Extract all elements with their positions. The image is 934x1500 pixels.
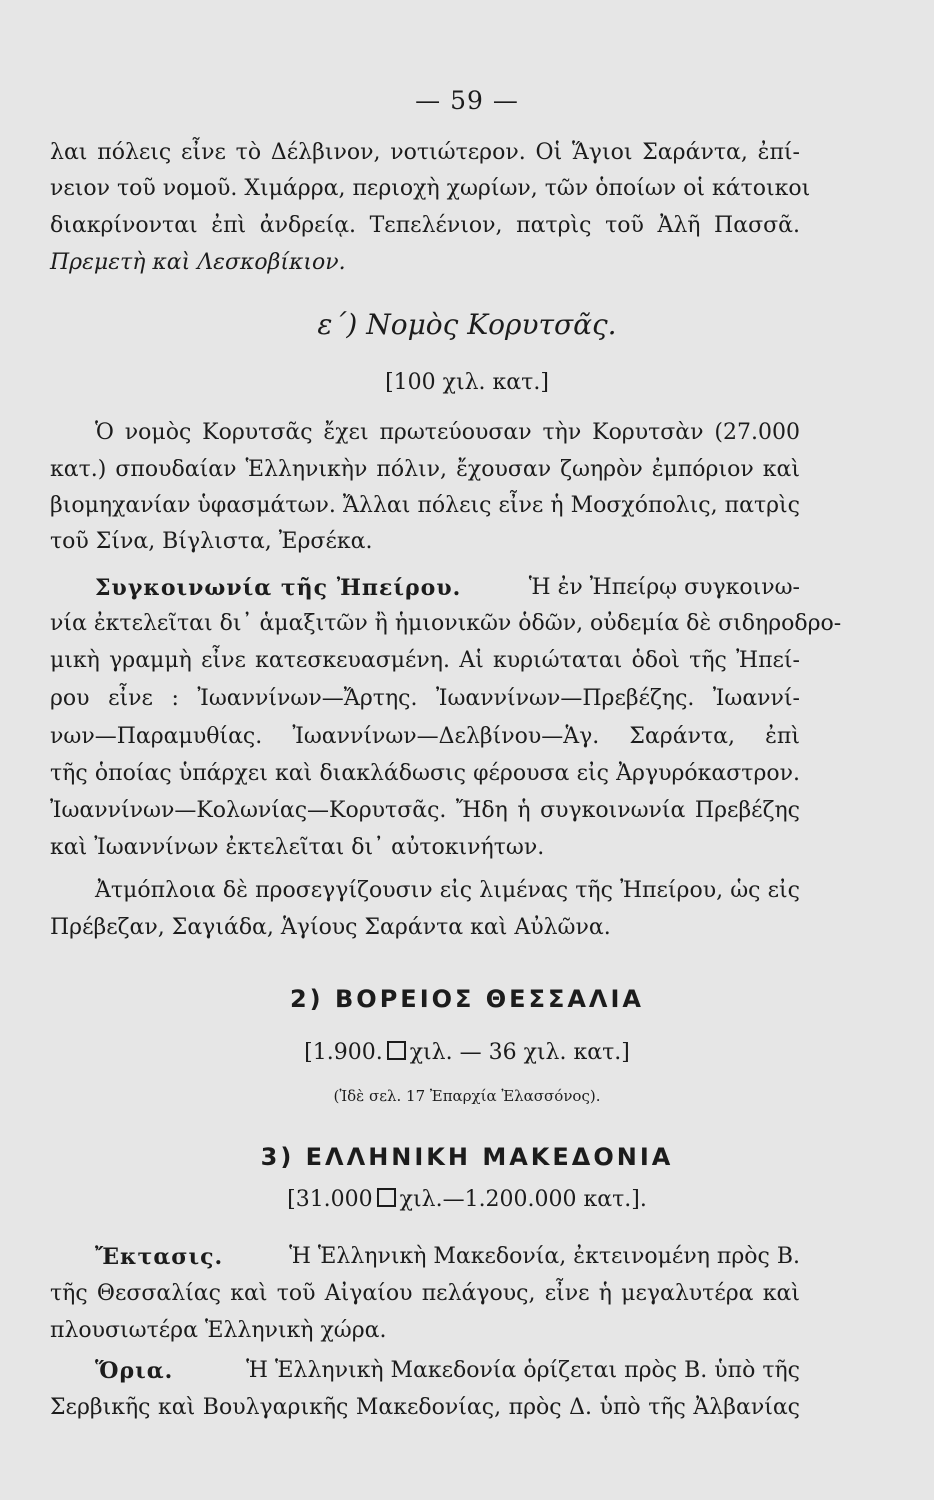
section-area-macedonia — [0, 1187, 934, 1212]
text-line: τῆς Θεσσαλίας καὶ τοῦ Αἰγαίου πελάγους, εἶνε ἡ μεγαλυτέρα καὶ — [50, 1281, 800, 1306]
text-line: Ὁ νομὸς Κορυτσᾶς ἔχει πρωτεύουσαν τὴν Κορυτσὰν (27.000 — [95, 420, 800, 445]
text-line: διακρίνονται ἐπὶ ἀνδρείᾳ. Τεπελένιον, πατρὶς τοῦ Ἀλῆ Πασσᾶ. — [50, 213, 800, 238]
text-line: κατ.) σπουδαίαν Ἑλληνικὴν πόλιν, ἔχουσαν ζωηρὸν ἐμπόριον καὶ — [50, 457, 800, 482]
text-line: Ἀτμόπλοια δὲ προσεγγίζουσιν εἰς λιμένας τῆς Ἠπείρου, ὡς εἰς — [95, 878, 800, 903]
section-area-korytsa: [100 χιλ. κατ.] — [385, 370, 549, 395]
text-line: λαι πόλεις εἶνε τὸ Δέλβινον, νοτιώτερον. Οἱ Ἅγιοι Σαράντα, ἐπί- — [50, 140, 800, 165]
text-line: Σερβικῆς καὶ Βουλγαρικῆς Μακεδονίας, πρὸς Δ. ὑπὸ τῆς Ἀλβανίας — [50, 1395, 800, 1420]
text-line: τῆς ὁποίας ὑπάρχει καὶ διακλάδωσις φέρουσα εἰς Ἀργυρόκαστρον. — [50, 761, 800, 786]
text-line: ρου εἶνε : Ἰωαννίνων—Ἄρτης. Ἰωαννίνων—Πρεβέζης. Ἰωαννί- — [50, 686, 800, 711]
text-line: Πρεμετὴ καὶ Λεσκοβίκιον. — [50, 250, 346, 275]
text-fragment: Ἡ ἐν Ἠπείρῳ συγκοινω- — [528, 575, 800, 600]
communication-title: Συγκοινωνία τῆς Ἠπείρου. — [95, 575, 462, 601]
area-part: χιλ.—1.200.000 κατ.]. — [399, 1187, 647, 1212]
paragraph-start — [95, 577, 800, 599]
text-line: Πρέβεζαν, Σαγιάδα, Ἁγίους Σαράντα καὶ Αὐλῶνα. — [50, 915, 611, 940]
area-part: [31.000 — [287, 1187, 373, 1212]
section-heading-thessaly: 2) ΒΟΡΕΙΟΣ ΘΕΣΣΑΛΙΑ — [289, 985, 645, 1013]
text-line: νία ἐκτελεῖται δι᾿ ἁμαξιτῶν ἢ ἡμιονικῶν ὁδῶν, οὐδεμία δὲ σιδηροδρο- — [50, 611, 842, 636]
text-fragment: Ἡ Ἑλληνικὴ Μακεδονία, ἐκτεινομένη πρὸς Β. — [289, 1244, 800, 1269]
extent-title: Ἔκτασις. — [95, 1244, 224, 1270]
square-symbol-icon — [387, 1041, 406, 1060]
section-area-thessaly — [0, 1040, 934, 1065]
section-heading-macedonia: 3) ΕΛΛΗΝΙΚΗ ΜΑΚΕΔΟΝΙΑ — [260, 1143, 674, 1171]
section-heading-korytsa: ε΄) Νομὸς Κορυτσᾶς. — [317, 308, 617, 341]
text-line: Ἰωαννίνων—Κολωνίας—Κορυτσᾶς. Ἤδη ἡ συγκοινωνία Πρεβέζης — [50, 798, 800, 823]
text-line: τοῦ Σίνα, Βίγλιστα, Ἐρσέκα. — [50, 529, 373, 554]
square-symbol-icon — [377, 1188, 396, 1207]
text-line: πλουσιωτέρα Ἑλληνικὴ χώρα. — [50, 1318, 387, 1343]
text-fragment: Ἡ Ἑλληνικὴ Μακεδονία ὁρίζεται πρὸς Β. ὑπὸ τῆς — [246, 1358, 800, 1383]
paragraph-start — [95, 1246, 800, 1268]
text-line: καὶ Ἰωαννίνων ἐκτελεῖται δι᾿ αὐτοκινήτων. — [50, 835, 545, 860]
paragraph-start — [95, 1360, 800, 1382]
text-line: μικὴ γραμμὴ εἶνε κατεσκευασμένη. Αἱ κυριώταται ὁδοὶ τῆς Ἠπεί- — [50, 648, 800, 673]
text-line: νειον τοῦ νομοῦ. Χιμάρρα, περιοχὴ χωρίων, τῶν ὁποίων οἱ κάτοικοι — [50, 176, 811, 201]
text-line: βιομηχανίαν ὑφασμάτων. Ἄλλαι πόλεις εἶνε ἡ Μοσχόπολις, πατρὶς — [50, 493, 800, 518]
borders-title: Ὅρια. — [95, 1358, 174, 1384]
text-line: νων—Παραμυθίας. Ἰωαννίνων—Δελβίνου—Ἁγ. Σαράντα, ἐπὶ — [50, 724, 800, 749]
section-note-thessaly: (Ἰδὲ σελ. 17 Ἐπαρχία Ἐλασσόνος). — [333, 1087, 601, 1105]
page-number: — 59 — — [415, 86, 519, 115]
area-part: [1.900. — [304, 1040, 383, 1065]
area-part: χιλ. — 36 χιλ. κατ.] — [409, 1040, 630, 1065]
